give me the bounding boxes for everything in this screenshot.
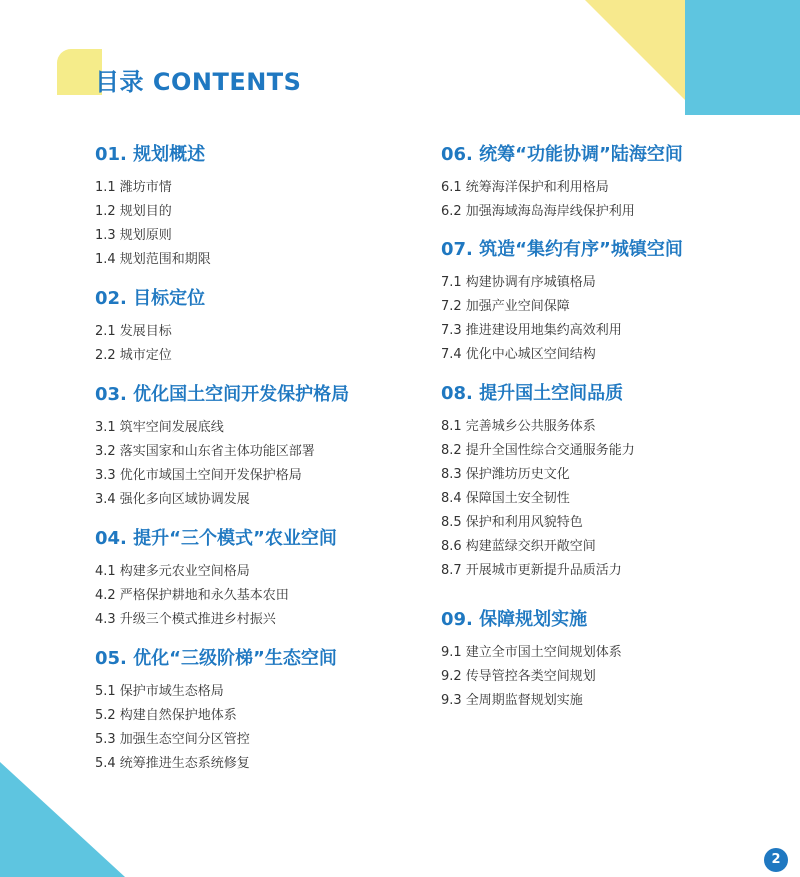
toc-item[interactable]: 8.4 保障国土安全韧性 xyxy=(441,491,570,506)
toc-item[interactable]: 5.1 保护市域生态格局 xyxy=(95,684,224,699)
toc-section-03 xyxy=(95,383,349,512)
toc-item[interactable]: 3.2 落实国家和山东省主体功能区部署 xyxy=(95,444,315,459)
toc-item[interactable]: 1.1 潍坊市情 xyxy=(95,180,172,195)
corner-decoration-bottom-left xyxy=(0,762,125,877)
toc-section-09 xyxy=(441,608,622,713)
page-title: 目录 CONTENTS xyxy=(95,68,302,96)
toc-item[interactable]: 3.1 筑牢空间发展底线 xyxy=(95,420,224,435)
toc-item[interactable]: 3.4 强化多向区域协调发展 xyxy=(95,492,250,507)
section-items xyxy=(95,680,337,776)
toc-item[interactable]: 7.3 推进建设用地集约高效利用 xyxy=(441,323,622,338)
toc-item[interactable]: 8.5 保护和利用风貌特色 xyxy=(441,515,583,530)
section-heading[interactable]: 09. 保障规划实施 xyxy=(441,609,588,630)
section-items xyxy=(441,271,683,367)
toc-item[interactable]: 4.2 严格保护耕地和永久基本农田 xyxy=(95,588,289,603)
toc-item[interactable]: 8.2 提升全国性综合交通服务能力 xyxy=(441,443,635,458)
toc-item[interactable]: 6.1 统筹海洋保护和利用格局 xyxy=(441,180,609,195)
section-heading[interactable]: 02. 目标定位 xyxy=(95,288,206,309)
section-heading[interactable]: 03. 优化国土空间开发保护格局 xyxy=(95,384,350,405)
section-items xyxy=(441,176,683,224)
section-heading[interactable]: 07. 筑造“集约有序”城镇空间 xyxy=(441,239,683,260)
toc-section-08 xyxy=(441,382,635,583)
toc-item[interactable]: 1.2 规划目的 xyxy=(95,204,172,219)
toc-item[interactable]: 8.1 完善城乡公共服务体系 xyxy=(441,419,596,434)
toc-item[interactable]: 8.3 保护潍坊历史文化 xyxy=(441,467,570,482)
toc-section-05 xyxy=(95,647,337,776)
cyan-triangle-shape xyxy=(0,762,125,877)
corner-decoration-top-right-cutout xyxy=(685,0,800,115)
toc-item[interactable]: 3.3 优化市域国土空间开发保护格局 xyxy=(95,468,302,483)
page-number-badge: 2 xyxy=(764,848,788,872)
section-items xyxy=(95,416,349,512)
toc-item[interactable]: 7.4 优化中心城区空间结构 xyxy=(441,347,596,362)
toc-item[interactable]: 4.1 构建多元农业空间格局 xyxy=(95,564,250,579)
toc-item[interactable]: 5.3 加强生态空间分区管控 xyxy=(95,732,250,747)
toc-item[interactable]: 5.2 构建自然保护地体系 xyxy=(95,708,237,723)
section-heading[interactable]: 05. 优化“三级阶梯”生态空间 xyxy=(95,648,337,669)
toc-item[interactable]: 5.4 统筹推进生态系统修复 xyxy=(95,756,250,771)
toc-item[interactable]: 6.2 加强海域海岛海岸线保护利用 xyxy=(441,204,635,219)
toc-item[interactable]: 7.2 加强产业空间保障 xyxy=(441,299,570,314)
toc-item[interactable]: 2.1 发展目标 xyxy=(95,324,172,339)
section-heading[interactable]: 08. 提升国土空间品质 xyxy=(441,383,624,404)
toc-item[interactable]: 9.2 传导管控各类空间规划 xyxy=(441,669,596,684)
toc-item[interactable]: 1.4 规划范围和期限 xyxy=(95,252,211,267)
toc-item[interactable]: 8.7 开展城市更新提升品质活力 xyxy=(441,563,622,578)
section-items xyxy=(95,320,205,368)
toc-section-07 xyxy=(441,238,683,367)
section-items xyxy=(441,415,635,583)
toc-item[interactable]: 9.1 建立全市国土空间规划体系 xyxy=(441,645,622,660)
toc-item[interactable]: 2.2 城市定位 xyxy=(95,348,172,363)
section-items xyxy=(441,641,622,713)
toc-item[interactable]: 1.3 规划原则 xyxy=(95,228,172,243)
section-items xyxy=(95,560,337,632)
toc-section-02 xyxy=(95,287,205,368)
toc-item[interactable]: 8.6 构建蓝绿交织开敞空间 xyxy=(441,539,596,554)
yellow-triangle-shape xyxy=(585,0,685,100)
cyan-block-shape xyxy=(685,0,800,115)
section-items xyxy=(95,176,211,272)
toc-item[interactable]: 4.3 升级三个模式推进乡村振兴 xyxy=(95,612,276,627)
toc-item[interactable]: 9.3 全周期监督规划实施 xyxy=(441,693,583,708)
section-heading[interactable]: 01. 规划概述 xyxy=(95,144,206,165)
toc-section-06 xyxy=(441,143,683,224)
section-heading[interactable]: 06. 统筹“功能协调”陆海空间 xyxy=(441,144,683,165)
section-heading[interactable]: 04. 提升“三个模式”农业空间 xyxy=(95,528,337,549)
toc-section-01 xyxy=(95,143,211,272)
toc-item[interactable]: 7.1 构建协调有序城镇格局 xyxy=(441,275,596,290)
toc-section-04 xyxy=(95,527,337,632)
